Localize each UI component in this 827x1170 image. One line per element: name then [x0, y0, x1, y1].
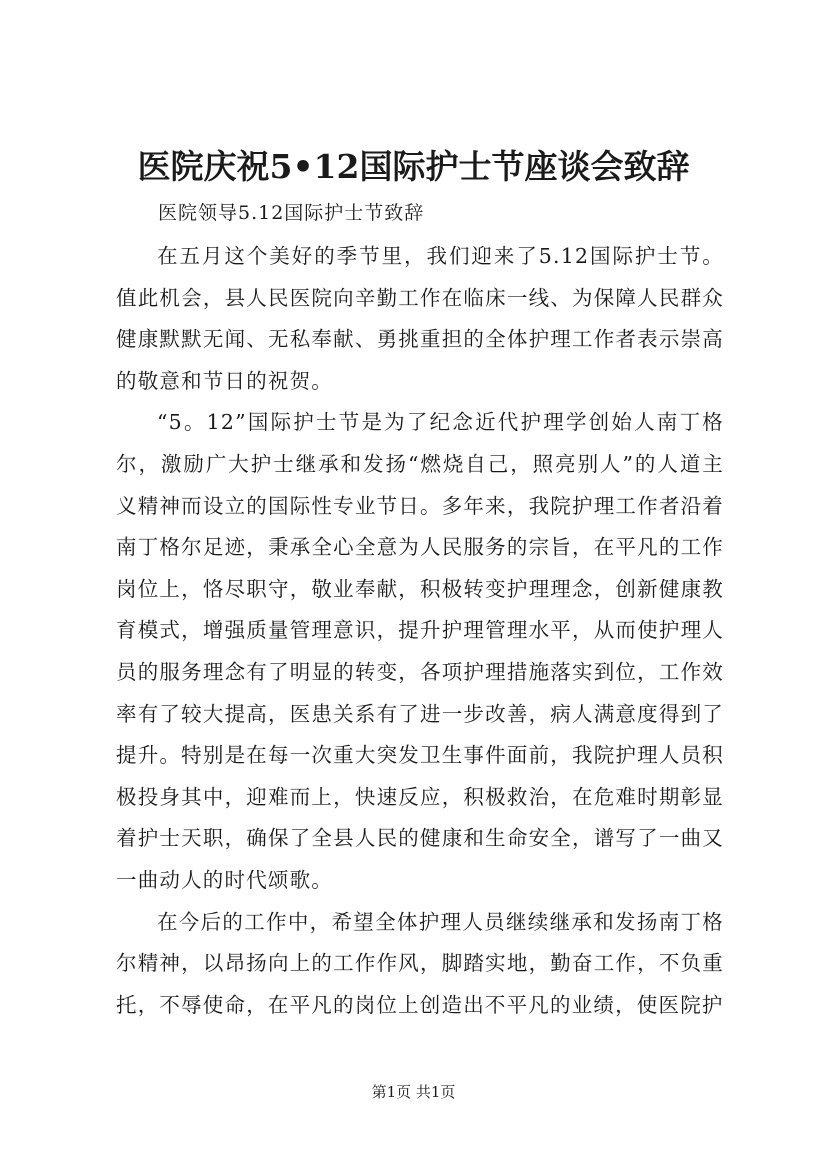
paragraph-1: 在五月这个美好的季节里，我们迎来了5.12国际护士节。值此机会，县人民医院向辛勤工作在临床一线、为保障人民群众健康默默无闻、无私奉献、勇挑重担的全体护理工作者表示崇高的敬意和节日的祝贺。: [116, 244, 724, 393]
paragraph-3: 在今后的工作中，希望全体护理人员继续继承和发扬南丁格尔精神，以昂扬向上的工作作风，脚踏实地，勤奋工作，不负重托，不辱使命，在平凡的岗位上创造出不平凡的业绩，使医院护: [116, 909, 724, 1017]
document-subtitle: 医院领导5.12国际护士节致辞: [158, 202, 425, 224]
document-title: 医院庆祝5•12国际护士节座谈会致辞: [137, 147, 690, 186]
document-body: [116, 236, 724, 1026]
page-footer: 第1页 共1页: [371, 1083, 456, 1101]
paragraph-2: “5。12”国际护士节是为了纪念近代护理学创始人南丁格尔，激励广大护士继承和发扬“燃烧自己，照亮别人”的人道主义精神而设立的国际性专业节日。多年来，我院护理工作者沿着南丁格尔足迹，秉承全心全意为人民服务的宗旨，在平凡的工作岗位上，恪尽职守，敬业奉献，积极转变护理理念，创新健康教育模式，增强质量管理意识，提升护理管理水平，从而使护理人员的服务理念有了明显的转变，各项护理措施落实到位，工作效率有了较大提高，医患关系有了进一步改善，病人满意度得到了提升。特别是在每一次重大突发卫生事件面前，我院护理人员积极投身其中，迎难而上，快速反应，积极救治，在危难时期彰显着护士天职，确保了全县人民的健康和生命安全，谱写了一曲又一曲动人的时代颂歌。: [116, 410, 724, 892]
